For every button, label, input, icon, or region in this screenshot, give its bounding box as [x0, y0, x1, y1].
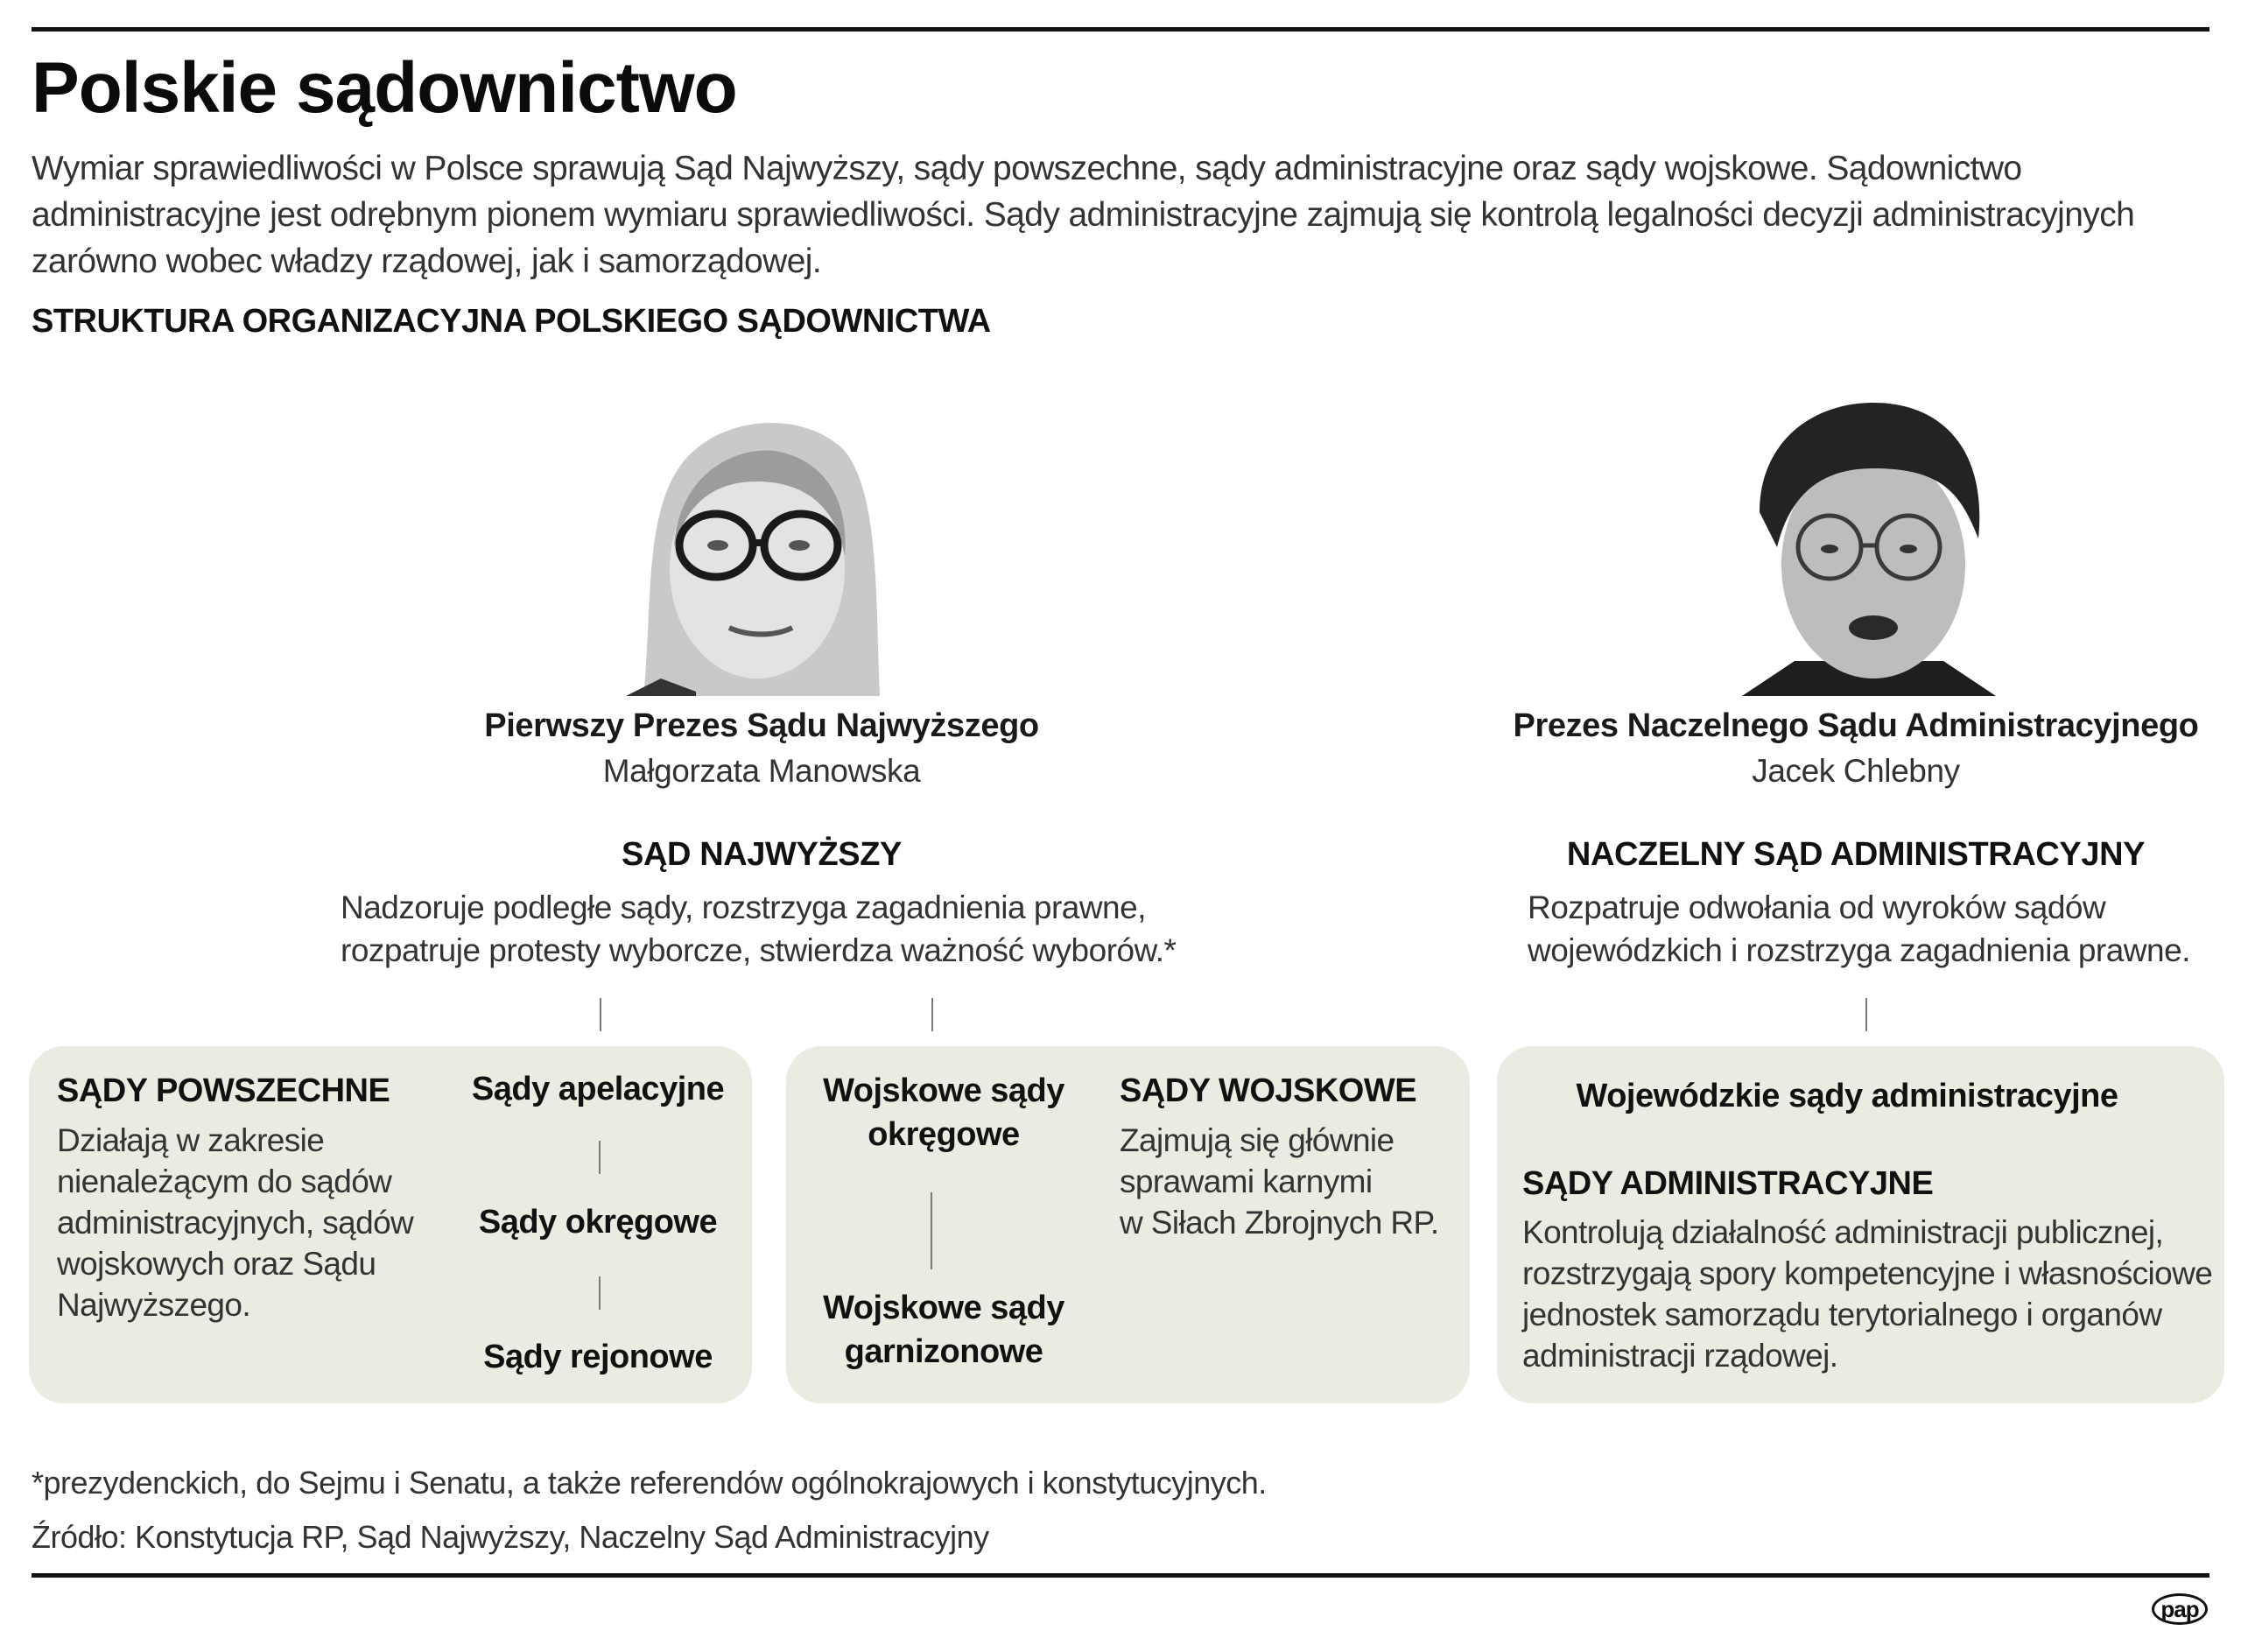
common-courts-description: Działają w zakresie nienależącym do sądów administracyjnych, sądów wojskowych oraz Sądu Najwyższego. [57, 1122, 414, 1323]
footnote: *prezydenckich, do Sejmu i Senatu, a także referendów ogólnokrajowych i konstytucyjnych. [32, 1465, 1267, 1501]
connector-nsa-to-regional [1865, 998, 1867, 1031]
portrait-chlebny [1742, 398, 1996, 696]
tier-voivodeship-administrative-courts: Wojewódzkie sądy administracyjne [1576, 1078, 2118, 1114]
tier-military-garrison-courts: Wojskowe sądy garnizonowe [823, 1290, 1064, 1370]
administrative-courts-description: Kontrolują działalność administracji publicznej, rozstrzygają spory kompetencyjne i własnościowe jednostek samorządu terytorialnego i organów administracji rządowej. [1522, 1214, 2213, 1374]
nsa-president-role: Prezes Naczelnego Sądu Administracyjnego [1513, 707, 2199, 744]
common-courts-box [29, 1046, 752, 1403]
military-courts-description: Zajmują się głównie sprawami karnymi w Siłach Zbrojnych RP. [1120, 1122, 1439, 1241]
supreme-court-president-role: Pierwszy Prezes Sądu Najwyższego [484, 707, 1039, 744]
connector-military-district-to-garrison [931, 1192, 932, 1269]
administrative-courts-box [1497, 1046, 2224, 1403]
intro-paragraph: Wymiar sprawiedliwości w Polsce sprawują Sąd Najwyższy, sądy powszechne, sądy administracyjne oraz sądy wojskowe. Sądownictwo administracyjne jest odrębnym pionem wymiaru sprawiedliwości. Sądy administracyjne zajmują się kontrolą legalności decyzji administracyjnych zarówno wobec władzy rządowej, jak i samorządowej. [32, 150, 2135, 280]
top-rule [32, 27, 2209, 32]
portrait-photo-icon [1742, 398, 1996, 696]
nsa-president-name: Jacek Chlebny [1752, 753, 1960, 789]
connector-regional-to-district [599, 1276, 601, 1310]
connector-appellate-to-regional [599, 1141, 601, 1174]
common-courts-title: SĄDY POWSZECHNE [57, 1072, 390, 1109]
portrait-photo-icon [626, 398, 889, 696]
supreme-court-president-name: Małgorzata Manowska [602, 753, 921, 789]
administrative-courts-title: SĄDY ADMINISTRACYJNE [1522, 1165, 1934, 1202]
military-courts-box [786, 1046, 1470, 1403]
source-note: Źródło: Konstytucja RP, Sąd Najwyższy, Naczelny Sąd Administracyjny [32, 1519, 989, 1555]
connector-supreme-to-military [931, 998, 933, 1031]
page-title: Polskie sądownictwo [32, 48, 737, 128]
pap-logo-icon: pap [2152, 1593, 2208, 1625]
section-title: STRUKTURA ORGANIZACYJNA POLSKIEGO SĄDOWNICTWA [32, 303, 991, 340]
supreme-court-description: Nadzoruje podległe sądy, rozstrzyga zagadnienia prawne, rozpatruje protesty wyborcze, stwierdza ważność wyborów.* [341, 889, 1177, 968]
tier-appellate-courts: Sądy apelacyjne [471, 1071, 725, 1107]
connector-supreme-to-common [600, 998, 601, 1031]
bottom-rule [32, 1573, 2209, 1578]
military-courts-title: SĄDY WOJSKOWE [1120, 1072, 1417, 1109]
tier-regional-courts: Sądy okręgowe [478, 1204, 718, 1241]
portrait-manowska [626, 398, 889, 696]
tier-district-courts: Sądy rejonowe [483, 1339, 713, 1375]
nsa-description: Rozpatruje odwołania od wyroków sądów wojewódzkich i rozstrzyga zagadnienia prawne. [1528, 889, 2190, 968]
supreme-court-label: SĄD NAJWYŻSZY [622, 836, 902, 873]
tier-military-district-courts: Wojskowe sądy okręgowe [823, 1072, 1064, 1153]
nsa-label: NACZELNY SĄD ADMINISTRACYJNY [1566, 836, 2146, 873]
